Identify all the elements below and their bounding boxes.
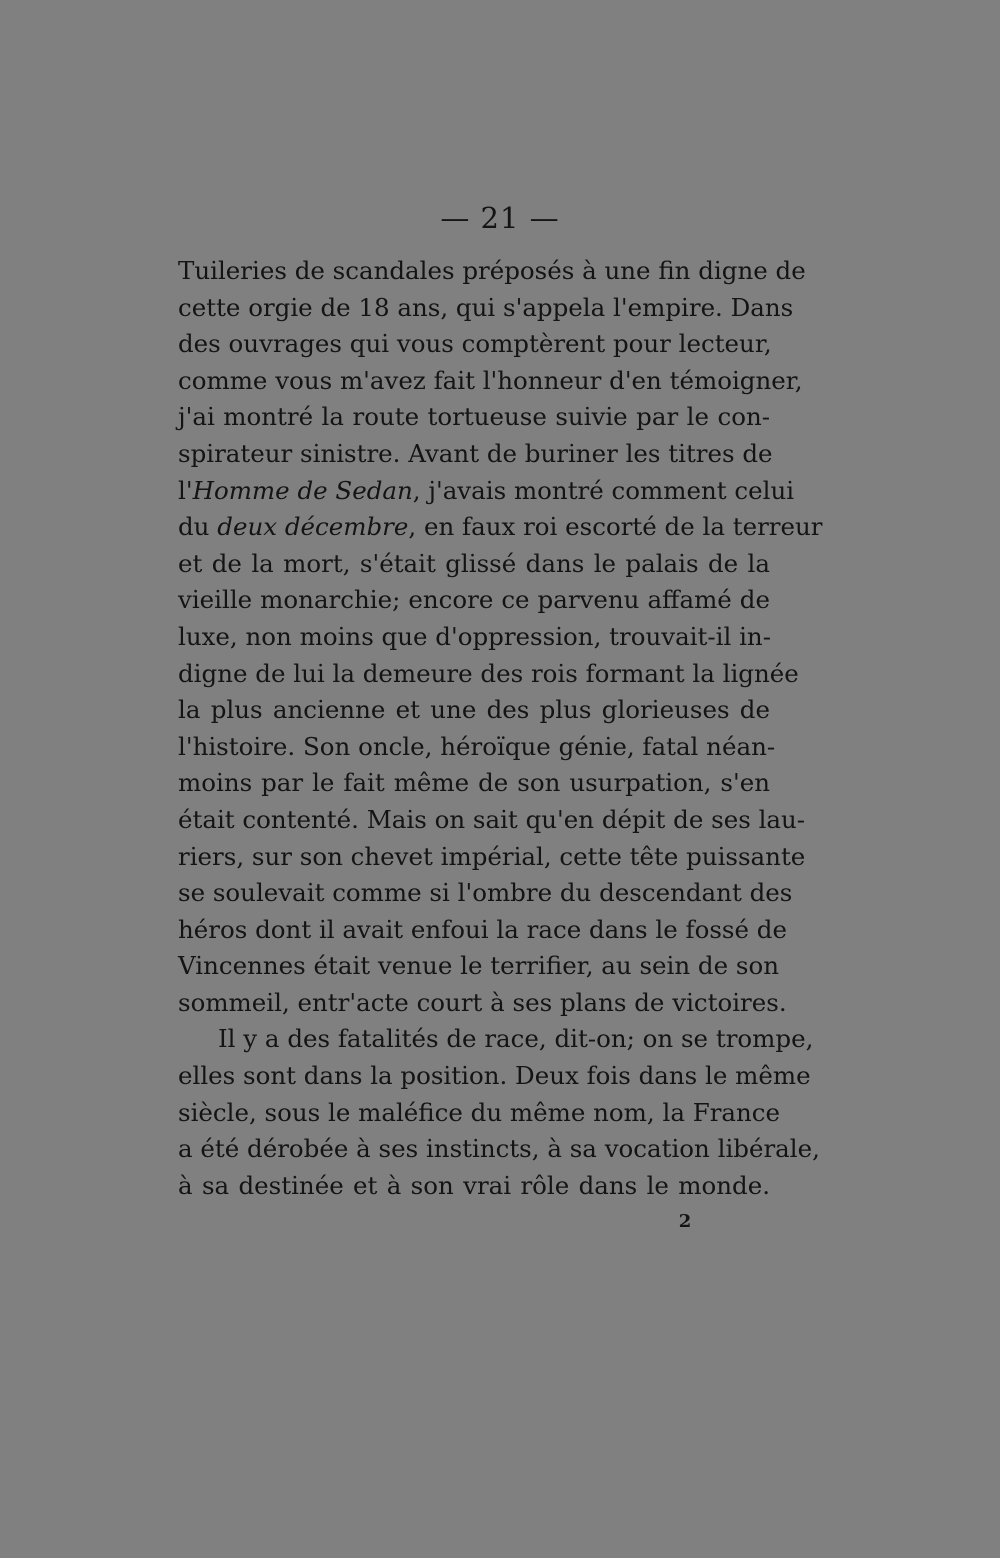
text-line: siècle, sous le maléfice du même nom, la France [178,1097,781,1127]
text-line: Tuileries de scandales préposés à une fin digne de [178,256,806,285]
paragraph-first-line: Il y a des fatalités de race, dit-on; on se trompe, [218,1024,814,1054]
text-line: l'histoire. Son oncle, héroïque génie, fatal néan- [178,731,776,761]
text-line: riers, sur son chevet impérial, cette tête puissante [178,841,806,871]
text-line: des ouvrages qui vous comptèrent pour lecteur, [178,329,772,359]
text-line-post: , j'avais montré comment celui [412,475,795,505]
page-number: — 21 — [440,201,560,235]
text-line: vieille monarchie; encore ce parvenu affamé de [178,585,770,615]
text-line: sommeil, entr'acte court à ses plans de victoires. [178,987,787,1017]
body-text [178,253,823,1204]
text-line-post: , en faux roi escorté de la terreur [408,512,823,542]
signature-mark: 2 [678,1211,692,1232]
text-line: se soulevait comme si l'ombre du descendant des [178,878,793,908]
text-line-pre: l' [178,475,193,505]
text-line: la plus ancienne et une des plus glorieuses de [178,695,770,725]
text-line [178,473,795,510]
text-line: à sa destinée et à son vrai rôle dans le monde. [178,1170,770,1200]
text-line: héros dont il avait enfoui la race dans le fossé de [178,914,787,944]
text-line: a été dérobée à ses instincts, à sa vocation libérale, [178,1134,820,1164]
text-line: digne de lui la demeure des rois formant la lignée [178,658,799,688]
text-line: cette orgie de 18 ans, qui s'appela l'empire. Dans [178,292,794,322]
text-line: comme vous m'avez fait l'honneur d'en témoigner, [178,365,803,395]
text-line: était contenté. Mais on sait qu'en dépit de ses lau- [178,804,806,834]
text-line: j'ai montré la route tortueuse suivie par le con- [178,402,770,432]
text-line: elles sont dans la position. Deux fois dans le même [178,1061,811,1091]
text-line [178,509,823,546]
text-line: luxe, non moins que d'oppression, trouvait-il in- [178,621,771,651]
text-line: et de la mort, s'était glissé dans le palais de la [178,548,770,578]
italic-title-homme-de-sedan: Homme de Sedan [192,475,413,505]
text-line: spirateur sinistre. Avant de buriner les titres de [178,438,773,468]
text-line: Vincennes était venue le terrifier, au sein de son [178,951,780,981]
text-line: moins par le fait même de son usurpation, s'en [178,768,770,798]
text-line-pre: du [178,512,218,542]
italic-title-deux-decembre: deux décembre [217,512,409,542]
